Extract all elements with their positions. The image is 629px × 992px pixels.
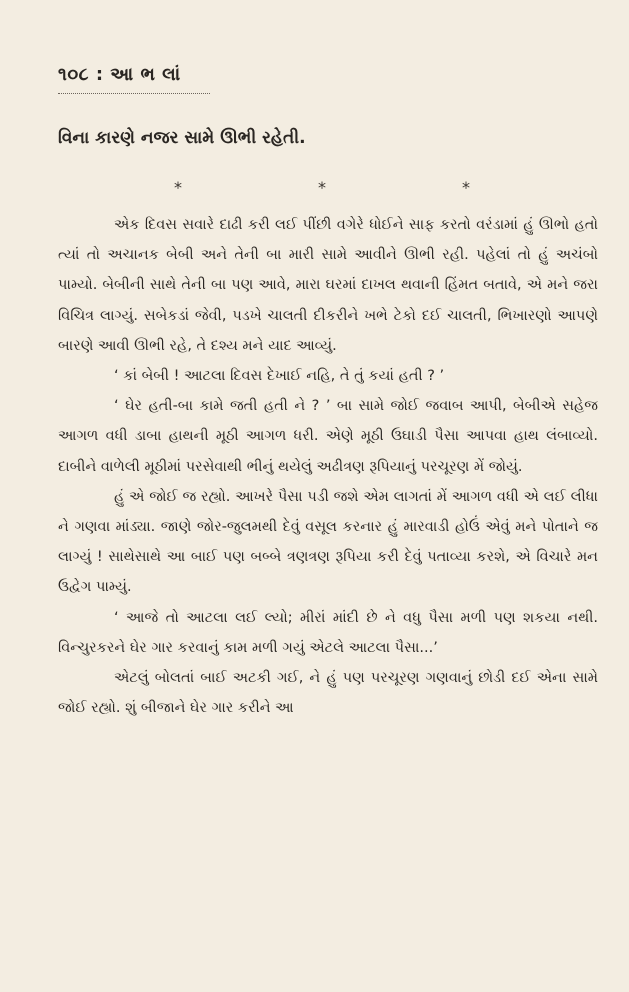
separator-asterisk: * xyxy=(174,178,182,197)
body-text xyxy=(58,210,598,723)
separator-asterisk: * xyxy=(318,178,326,197)
running-head-underline xyxy=(58,93,210,94)
section-separator xyxy=(0,178,629,198)
separator-asterisk: * xyxy=(462,178,470,197)
running-head: ૧૦૮ : આ ભ લાં xyxy=(58,64,181,85)
paragraph: ‘ ઘેર હતી-બા કામે જતી હતી ને ? ’ બા સામે જોઈ જવાબ આપી, બેબીએ સહેજ આગળ વધી ડાબા હાથની મૂઠી આગળ ધરી. એણે મૂઠી ઉઘાડી પૈસા આપવા હાથ લંબાવ્યો. દાબીને વાળેલી મૂઠીમાં પરસેવાથી ભીનું થયેલું અઢીત્રણ રૂપિયાનું પરચૂરણ મેં જોયું. xyxy=(58,398,598,475)
paragraph: એટલું બોલતાં બાઈ અટકી ગઈ, ને હું પણ પરચૂરણ ગણવાનું છોડી દઈ એના સામે જોઈ રહ્યો. શું બીજાને ઘેર ગાર કરીને આ xyxy=(58,670,598,717)
paragraph: ‘ કાં બેબી ! આટલા દિવસ દેખાઈ નહિ, તે તું કયાં હતી ? ’ xyxy=(114,368,445,385)
lead-line: વિના કારણે નજર સામે ઊભી રહેતી. xyxy=(58,128,306,148)
paragraph: એક દિવસ સવારે દાઢી કરી લઈ પીંછી વગેરે ધોઈને સાફ કરતો વરંડામાં હું ઊભો હતો ત્યાં તો અચાનક બેબી અને તેની બા મારી સામે આવીને ઊભી રહી. પહેલાં તો હું અચંબો પામ્યો. બેબીની સાથે તેની બા પણ આવે, મારા ઘરમાં દાખલ થવાની હિંમત બતાવે, એ મને જરા વિચિત્ર લાગ્યું. સબેકડાં જેવી, પડખે ચાલતી દીકરીને ખભે ટેકો દઈ ચાલતી, ભિખારણો આપણે બારણે આવી ઊભી રહે, તે દશ્ય મને યાદ આવ્યું. xyxy=(58,217,598,354)
paragraph: ‘ આજે તો આટલા લઈ લ્યો; મીરાં માંદી છે ને વધુ પૈસા મળી પણ શકયા નથી. વિન્ચુરકરને ઘેર ગાર કરવાનું કામ મળી ગયું એટલે આટલા પૈસા...’ xyxy=(58,609,598,656)
paragraph: હું એ જોઈ જ રહ્યો. આખરે પૈસા પડી જશે એમ લાગતાં મેં આગળ વધી એ લઈ લીધા ને ગણવા માંડ્યા. જાણે જોર-જુલમથી દેવું વસૂલ કરનાર હું મારવાડી હોઉં એવું મને પોતાને જ લાગ્યું ! સાથેસાથે આ બાઈ પણ બબ્બે ત્રણત્રણ રૂપિયા કરી દેવું પતાવ્યા કરશે, એ વિચારે મન ઉદ્વેગ પામ્યું. xyxy=(58,488,598,596)
